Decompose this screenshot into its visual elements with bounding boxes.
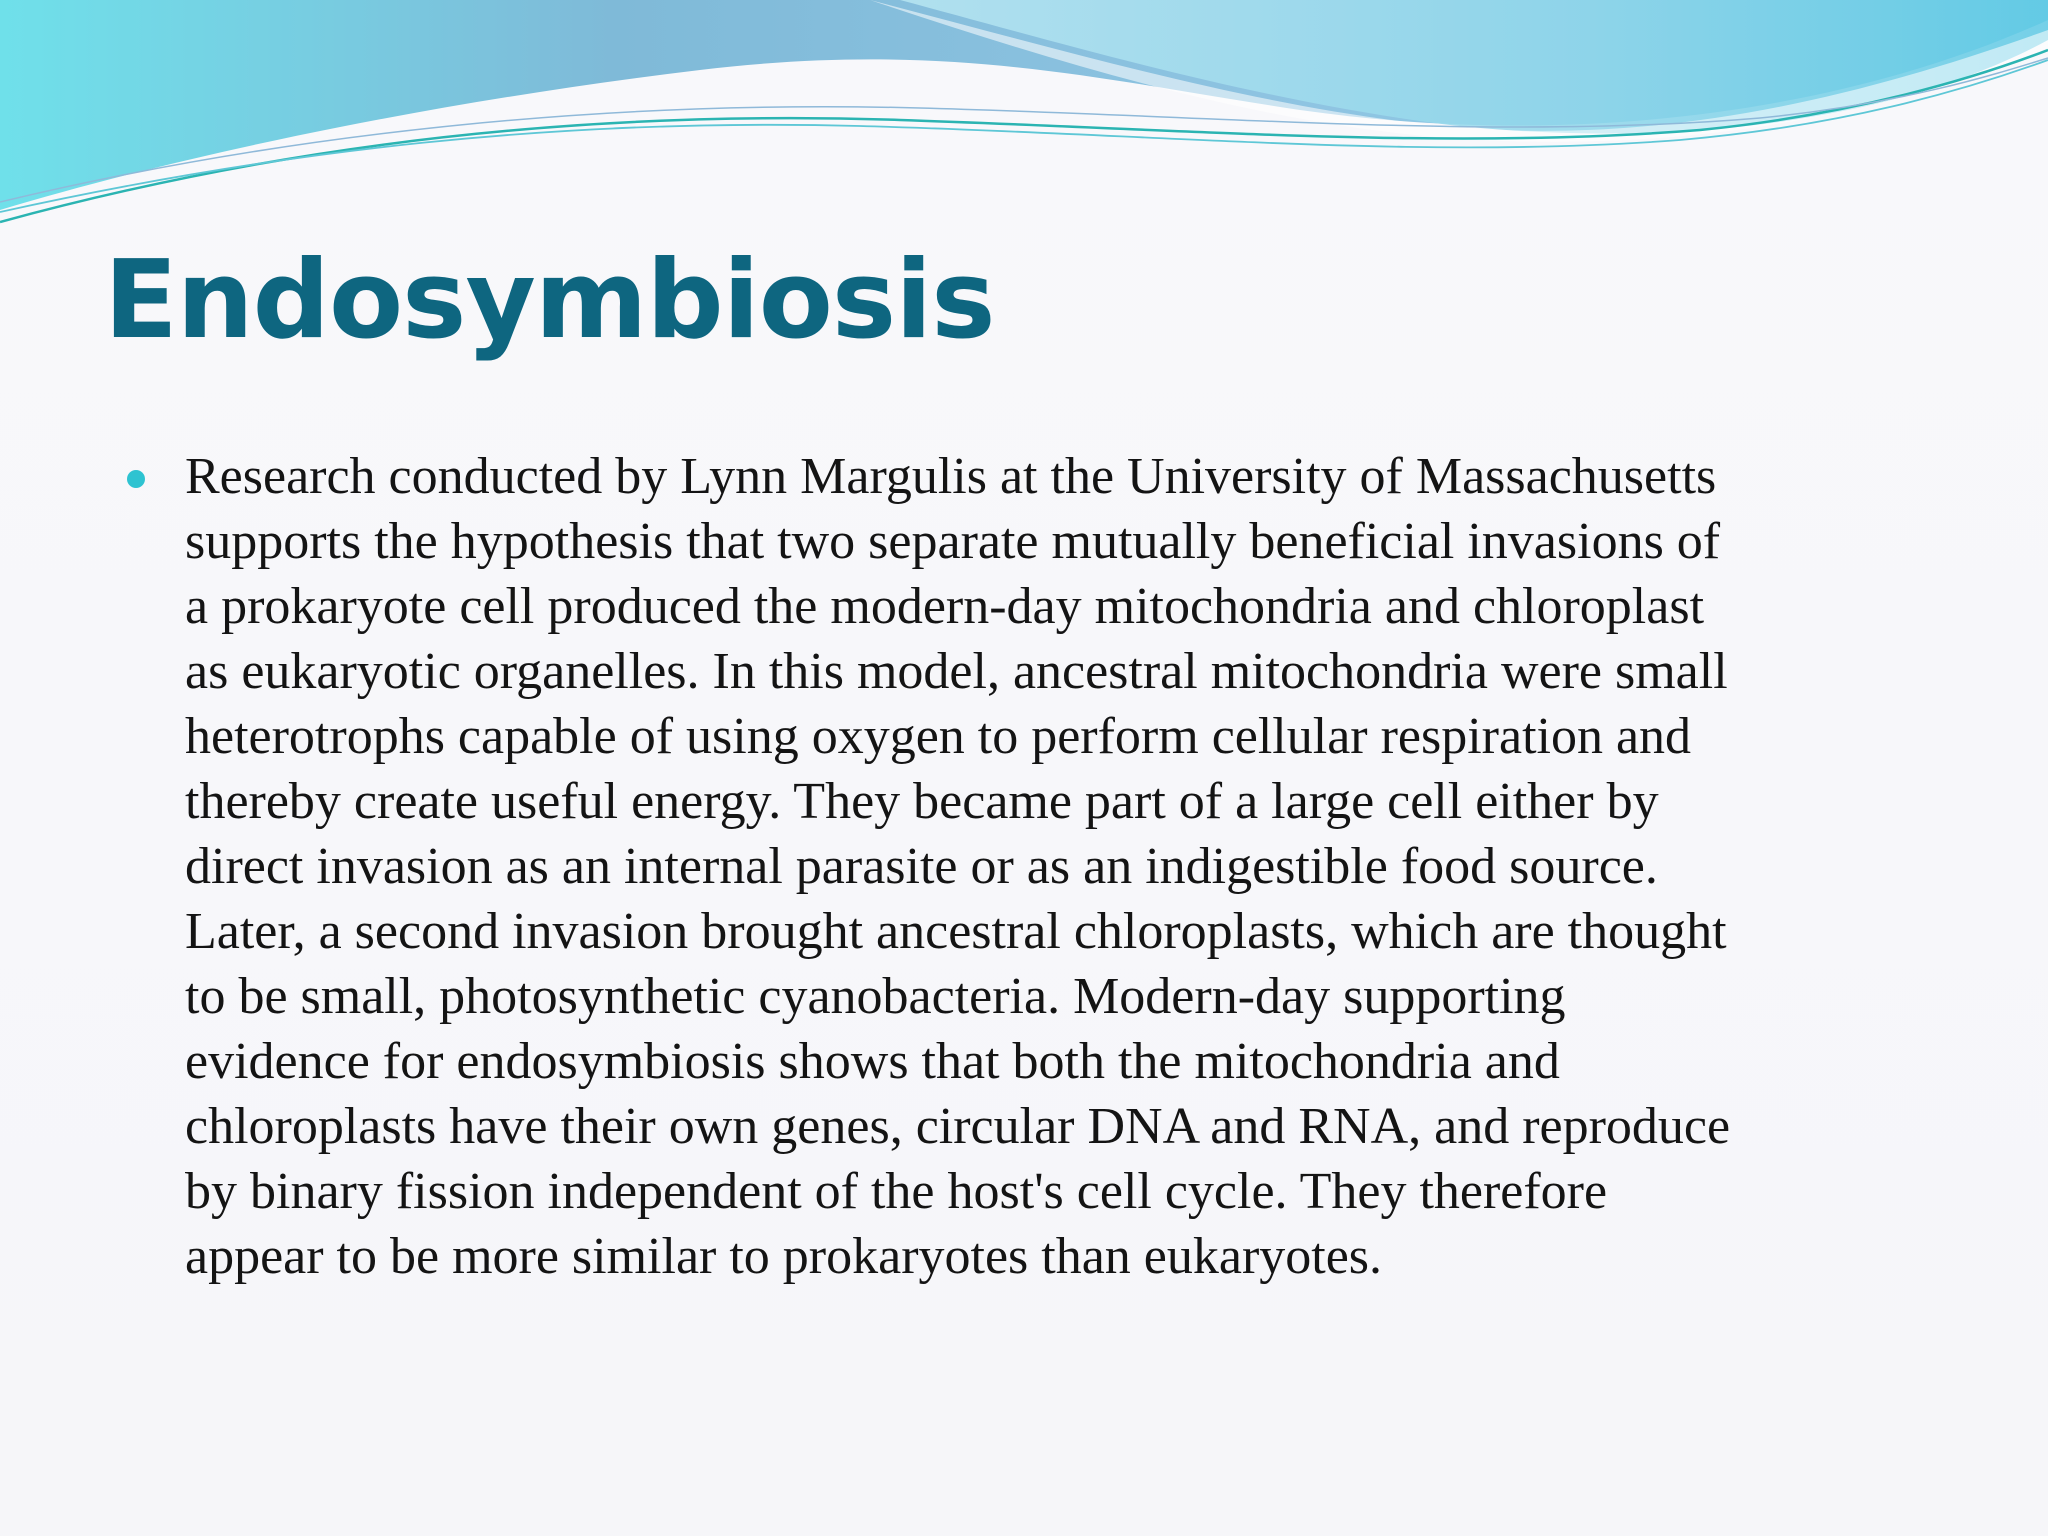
bullet-item — [125, 444, 1925, 1289]
decorative-wave-header — [0, 0, 2048, 240]
bullet-dot-icon — [127, 470, 145, 488]
slide-title: Endosymbiosis — [104, 238, 995, 363]
bullet-list — [125, 444, 1925, 1289]
bullet-text: Research conducted by Lynn Margulis at the University of Massachusetts supports the hypothesis that two separate mutually beneficial invasions of a prokaryote cell produced the modern-day mitochondria and chloroplast as eukaryotic organelles. In this model, ancestral mitochondria were small heterotrophs capable of using oxygen to perform cellular respiration and thereby create useful energy. They became part of a large cell either by direct invasion as an internal parasite or as an indigestible food source. Later, a second invasion brought ancestral chloroplasts, which are thought to be small, photosynthetic cyanobacteria. Modern-day supporting evidence for endosymbiosis shows that both the mitochondria and chloroplasts have their own genes, circular DNA and RNA, and reproduce by binary fission independent of the host's cell cycle. They therefore appear to be more similar to prokaryotes than eukaryotes. — [185, 448, 1731, 1285]
